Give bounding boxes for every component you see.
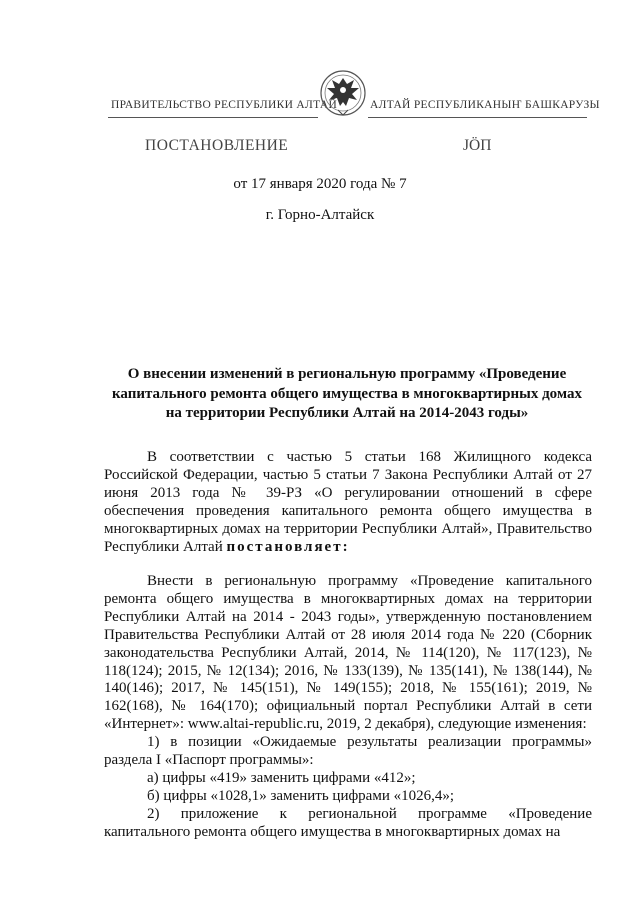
amendment-intro: Внести в региональную программу «Проведение капитального ремонта общего имущества в многоквартирных домах на территории Республики Алтай на 2014 - 2043 годы», утвержденную постановлением Правительства Республики Алтай от 28 июля 2014 года № 220 (Сборник законодательства Республики Алтай, 2014, № 114(120), № 117(123), № 118(124); 2015, № 12(134); 2016, № 133(139), № 135(141), № 138(144), № 140(146); 2017, № 145(151), № 149(155); 2018, № 155(161); 2019, № 162(168), № 164(170); официальный портал Республики Алтай в сети «Интернет»: www.altai-republic.ru, 2019, 2 декабря), следующие изменения:	[104, 573, 592, 733]
decree-keyword: постановляет:	[226, 538, 350, 555]
amendment-item-1: 1) в позиции «Ожидаемые результаты реализации программы» раздела I «Паспорт программы»:	[104, 734, 592, 769]
header-rule-right	[368, 117, 587, 118]
amendment-item-1a: а) цифры «419» заменить цифрами «412»;	[147, 769, 416, 786]
document-date-number: от 17 января 2020 года № 7	[233, 176, 407, 192]
preamble-text: В соответствии с частью 5 статьи 168 Жилищного кодекса Российской Федерации, частью 5 статьи 7 Закона Республики Алтай от 27 июня 2013 года № 39-РЗ «О регулировании отношений в сфере обеспечения проведения капитального ремонта общего имущества в многоквартирных домах на территории Республики Алтай», Правительство Республики Алтай	[104, 449, 592, 555]
government-name-altai: АЛТАЙ РЕСПУБЛИКАНЫҤ БАШКАРУЗЫ	[370, 99, 600, 111]
amendment-item-1b: б) цифры «1028,1» заменить цифрами «1026,4»;	[147, 787, 455, 804]
document-place: г. Горно-Алтайск	[265, 207, 375, 223]
document-type: ПОСТАНОВЛЕНИЕ	[145, 137, 289, 154]
header-rule-left	[108, 117, 318, 118]
document-type-altai: JÖП	[463, 137, 492, 154]
government-name-russian: ПРАВИТЕЛЬСТВО РЕСПУБЛИКИ АЛТАЙ	[111, 99, 338, 111]
document-title: О внесении изменений в региональную программу «Проведение капитального ремонта общего имущества в многоквартирных домах на территории Республики Алтай на 2014-2043 годы»	[112, 366, 582, 421]
operative-paragraph	[104, 573, 592, 842]
amendment-item-2: 2) приложение к региональной программе «Проведение капитального ремонта общего имущества в многоквартирных домах на	[104, 805, 592, 840]
eagle-emblem-icon	[318, 66, 368, 122]
preamble-paragraph	[104, 449, 592, 556]
